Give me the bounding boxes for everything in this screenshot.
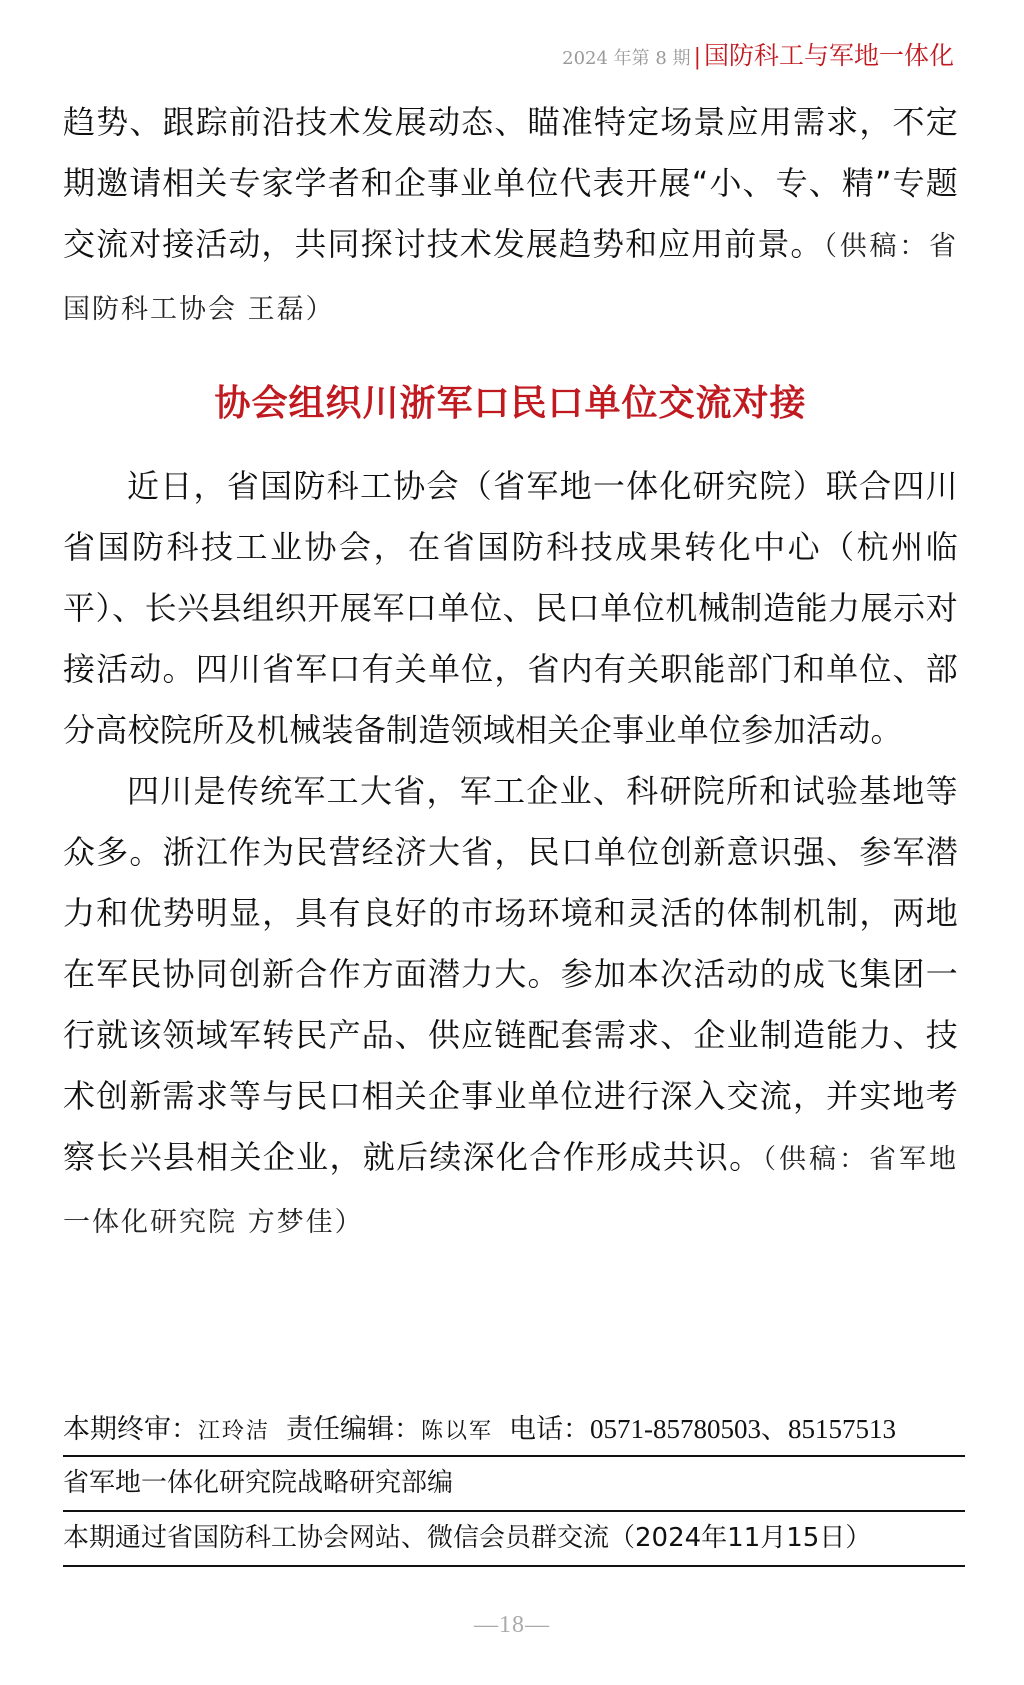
final-review-label: 本期终审： xyxy=(63,1414,198,1445)
article-paragraph-1: 近日，省国防科工协会（省军地一体化研究院）联合四川省国防科技工业协会，在省国防科技成果转化中心（杭州临平）、长兴县组织开展军口单位、民口单位机械制造能力展示对接活动。四川省军口有关单位，省内有关职能部门和单位、部分高校院所及机械装备制造领域相关企事业单位参加活动。 xyxy=(63,467,958,749)
compiled-by: 省军地一体化研究院战略研究部编 xyxy=(63,1468,454,1498)
article-credit: （供稿：省军地一体化研究院 方梦佳） xyxy=(63,1144,958,1238)
page-number: —18— xyxy=(474,1612,550,1638)
editor-label: 责任编辑： xyxy=(286,1414,422,1445)
column-title: 国防科工与军地一体化 xyxy=(703,41,954,70)
phone-label: 电话： xyxy=(509,1414,591,1445)
continued-paragraph xyxy=(63,92,958,340)
header-separator: | xyxy=(693,45,701,70)
final-review-name: 江玲洁 xyxy=(198,1419,271,1444)
distribution-note: 本期通过省国防科工协会网站、微信会员群交流（2024年11月15日） xyxy=(63,1523,872,1553)
continued-paragraph-text: 趋势、跟踪前沿技术发展动态、瞄准特定场景应用需求，不定期邀请相关专家学者和企事业单位代表开展“小、专、精”专题交流对接活动，共同探讨技术发展趋势和应用前景。 xyxy=(63,103,958,263)
article-paragraph-2-text: 四川是传统军工大省，军工企业、科研院所和试验基地等众多。浙江作为民营经济大省，民口单位创新意识强、参军潜力和优势明显，具有良好的市场环境和灵活的体制机制，两地在军民协同创新合作方面潜力大。参加本次活动的成飞集团一行就该领域军转民产品、供应链配套需求、企业制造能力、技术创新需求等与民口相关企事业单位进行深入交流，并实地考察长兴县相关企业，就后续深化合作形成共识。 xyxy=(63,772,958,1176)
editor-name: 陈以军 xyxy=(421,1419,494,1444)
article-title: 协会组织川浙军口民口单位交流对接 xyxy=(214,383,807,424)
page-header xyxy=(562,36,954,72)
continued-paragraph-credit: （供稿：省国防科工协会 王磊） xyxy=(63,231,959,325)
imprint-box xyxy=(63,1403,965,1567)
imprint-divider-3 xyxy=(63,1565,965,1567)
imprint-staff-row xyxy=(63,1403,965,1455)
issue-number: 2024 年第 8 期 xyxy=(562,48,691,69)
article-paragraph-2 xyxy=(63,761,958,1253)
phone-value: 0571-85780503、85157513 xyxy=(590,1414,897,1444)
page-content xyxy=(63,92,958,1253)
